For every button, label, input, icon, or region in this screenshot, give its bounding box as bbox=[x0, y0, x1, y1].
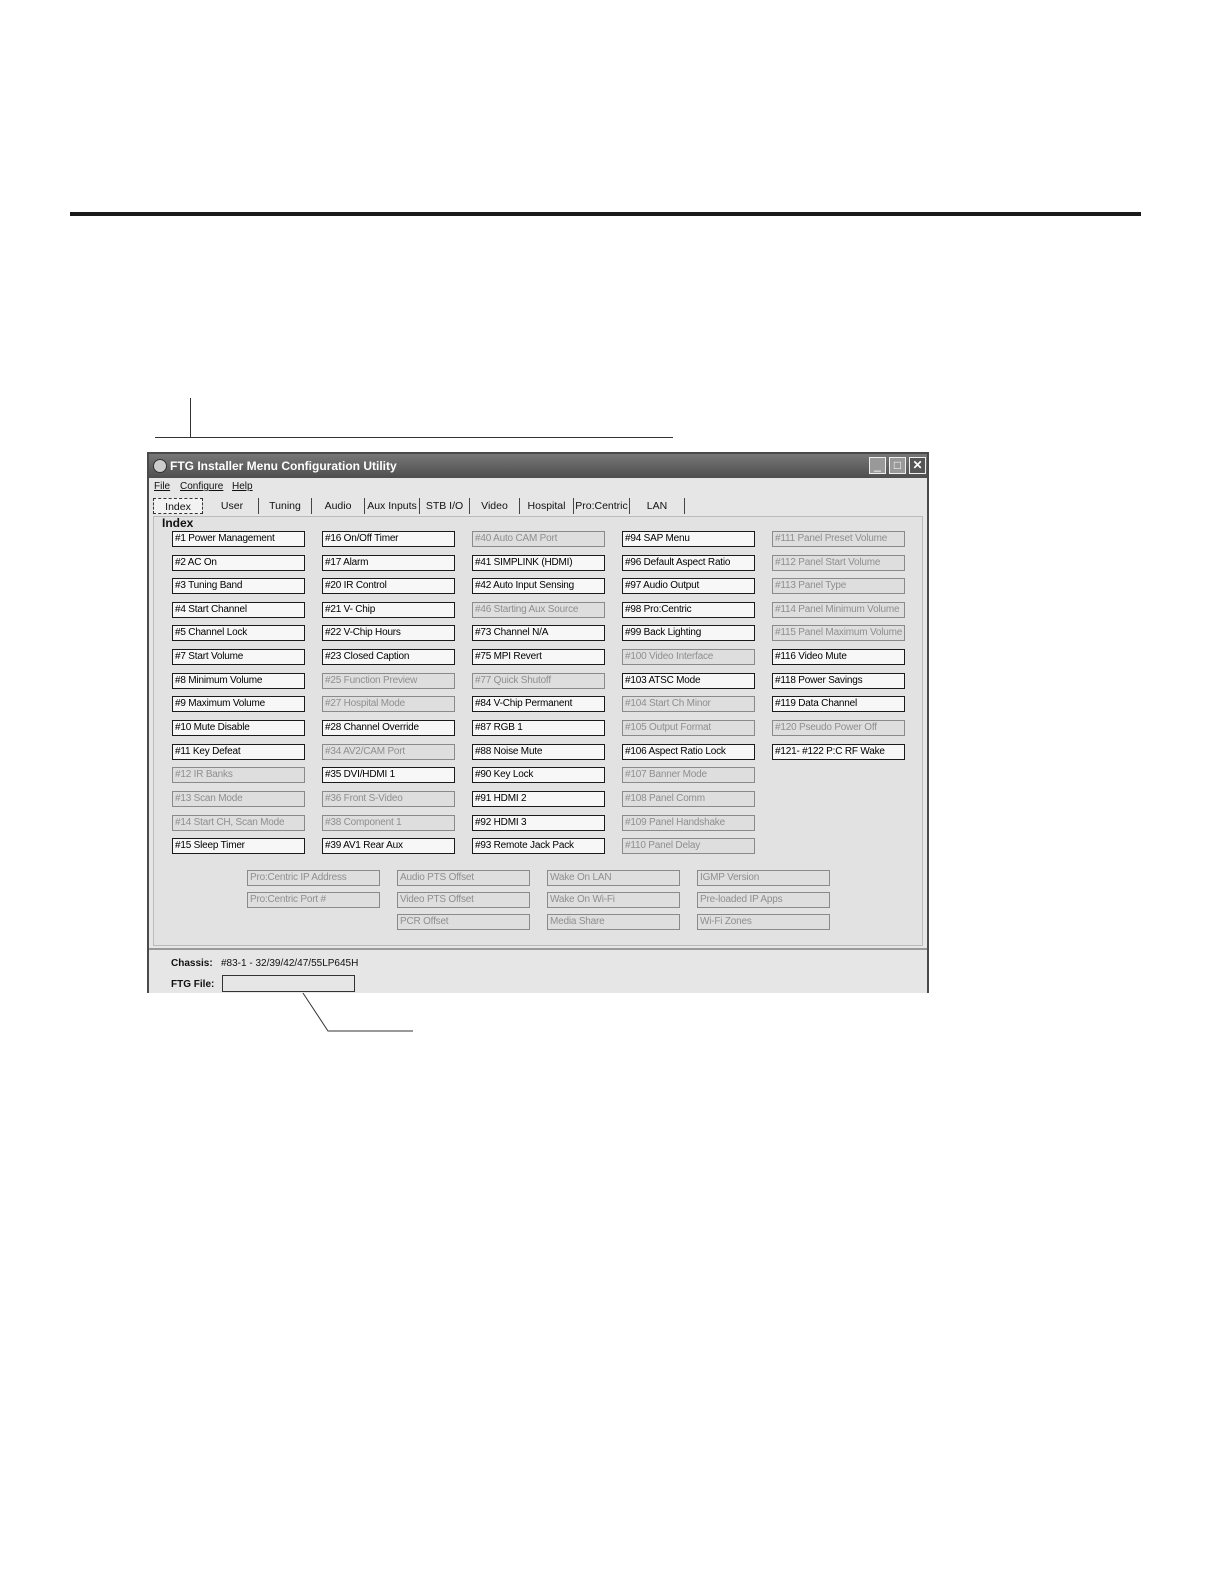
option-27-hospital-mode[interactable]: #27 Hospital Mode bbox=[322, 696, 455, 712]
option-38-component-1[interactable]: #38 Component 1 bbox=[322, 815, 455, 831]
option-14-start-ch-scan-mode[interactable]: #14 Start CH, Scan Mode bbox=[172, 815, 305, 831]
title-bar[interactable] bbox=[149, 454, 927, 478]
option-audio-pts-offset[interactable]: Audio PTS Offset bbox=[397, 870, 530, 886]
option-12-ir-banks[interactable]: #12 IR Banks bbox=[172, 767, 305, 783]
option-109-panel-handshake[interactable]: #109 Panel Handshake bbox=[622, 815, 755, 831]
tab-stb-io[interactable]: STB I/O bbox=[420, 498, 470, 514]
option-pre-loaded-ip-apps[interactable]: Pre-loaded IP Apps bbox=[697, 892, 830, 908]
option-106-aspect-ratio-lock[interactable]: #106 Aspect Ratio Lock bbox=[622, 744, 755, 760]
tab-audio[interactable]: Audio bbox=[312, 498, 365, 514]
option-igmp-version[interactable]: IGMP Version bbox=[697, 870, 830, 886]
option-3-tuning-band[interactable]: #3 Tuning Band bbox=[172, 578, 305, 594]
menu-help[interactable]: Help bbox=[232, 481, 253, 492]
option-pcr-offset[interactable]: PCR Offset bbox=[397, 914, 530, 930]
panel-title: Index bbox=[162, 516, 194, 530]
option-73-channel-n-a[interactable]: #73 Channel N/A bbox=[472, 625, 605, 641]
option-40-auto-cam-port[interactable]: #40 Auto CAM Port bbox=[472, 531, 605, 547]
maximize-button[interactable]: □ bbox=[889, 457, 906, 474]
option-16-on-off-timer[interactable]: #16 On/Off Timer bbox=[322, 531, 455, 547]
option-92-hdmi-3[interactable]: #92 HDMI 3 bbox=[472, 815, 605, 831]
option-97-audio-output[interactable]: #97 Audio Output bbox=[622, 578, 755, 594]
option-99-back-lighting[interactable]: #99 Back Lighting bbox=[622, 625, 755, 641]
option-108-panel-comm[interactable]: #108 Panel Comm bbox=[622, 791, 755, 807]
option-9-maximum-volume[interactable]: #9 Maximum Volume bbox=[172, 696, 305, 712]
option-35-dvi-hdmi-1[interactable]: #35 DVI/HDMI 1 bbox=[322, 767, 455, 783]
option-42-auto-input-sensing[interactable]: #42 Auto Input Sensing bbox=[472, 578, 605, 594]
option-22-v-chip-hours[interactable]: #22 V-Chip Hours bbox=[322, 625, 455, 641]
option-115-panel-maximum-volume[interactable]: #115 Panel Maximum Volume bbox=[772, 625, 905, 641]
tab-video[interactable]: Video bbox=[470, 498, 520, 514]
menu-configure[interactable]: Configure bbox=[180, 481, 224, 492]
tab-lan[interactable]: LAN bbox=[630, 498, 685, 514]
index-panel bbox=[153, 516, 923, 946]
option-5-channel-lock[interactable]: #5 Channel Lock bbox=[172, 625, 305, 641]
option-pro-centric-ip-address[interactable]: Pro:Centric IP Address bbox=[247, 870, 380, 886]
chassis-value: #83-1 - 32/39/42/47/55LP645H bbox=[221, 958, 359, 969]
ftg-file-label: FTG File: bbox=[171, 979, 215, 990]
option-91-hdmi-2[interactable]: #91 HDMI 2 bbox=[472, 791, 605, 807]
option-7-start-volume[interactable]: #7 Start Volume bbox=[172, 649, 305, 665]
ftg-file-field[interactable] bbox=[222, 975, 355, 992]
page-rule bbox=[70, 212, 1141, 216]
tab-hospital[interactable]: Hospital bbox=[520, 498, 574, 514]
option-wake-on-wi-fi[interactable]: Wake On Wi-Fi bbox=[547, 892, 680, 908]
app-window bbox=[147, 452, 929, 993]
option-75-mpi-revert[interactable]: #75 MPI Revert bbox=[472, 649, 605, 665]
option-28-channel-override[interactable]: #28 Channel Override bbox=[322, 720, 455, 736]
option-118-power-savings[interactable]: #118 Power Savings bbox=[772, 673, 905, 689]
option-114-panel-minimum-volume[interactable]: #114 Panel Minimum Volume bbox=[772, 602, 905, 618]
tab-pro-centric[interactable]: Pro:Centric bbox=[574, 498, 630, 514]
option-112-panel-start-volume[interactable]: #112 Panel Start Volume bbox=[772, 555, 905, 571]
option-13-scan-mode[interactable]: #13 Scan Mode bbox=[172, 791, 305, 807]
option-2-ac-on[interactable]: #2 AC On bbox=[172, 555, 305, 571]
tab-user[interactable]: User bbox=[206, 498, 259, 514]
option-94-sap-menu[interactable]: #94 SAP Menu bbox=[622, 531, 755, 547]
option-98-pro-centric[interactable]: #98 Pro:Centric bbox=[622, 602, 755, 618]
window-title: FTG Installer Menu Configuration Utility bbox=[170, 459, 397, 473]
callout-line-top-horizontal bbox=[155, 437, 673, 438]
app-icon[interactable] bbox=[153, 459, 167, 473]
menu-bar bbox=[149, 478, 927, 495]
option-88-noise-mute[interactable]: #88 Noise Mute bbox=[472, 744, 605, 760]
option-34-av2-cam-port[interactable]: #34 AV2/CAM Port bbox=[322, 744, 455, 760]
option-77-quick-shutoff[interactable]: #77 Quick Shutoff bbox=[472, 673, 605, 689]
option-4-start-channel[interactable]: #4 Start Channel bbox=[172, 602, 305, 618]
option-107-banner-mode[interactable]: #107 Banner Mode bbox=[622, 767, 755, 783]
option-111-panel-preset-volume[interactable]: #111 Panel Preset Volume bbox=[772, 531, 905, 547]
option-46-starting-aux-source[interactable]: #46 Starting Aux Source bbox=[472, 602, 605, 618]
option-video-pts-offset[interactable]: Video PTS Offset bbox=[397, 892, 530, 908]
option-10-mute-disable[interactable]: #10 Mute Disable bbox=[172, 720, 305, 736]
option-pro-centric-port[interactable]: Pro:Centric Port # bbox=[247, 892, 380, 908]
callout-line-top-vertical bbox=[190, 398, 191, 438]
option-110-panel-delay[interactable]: #110 Panel Delay bbox=[622, 838, 755, 854]
option-121-122-p-c-rf-wake[interactable]: #121- #122 P:C RF Wake bbox=[772, 744, 905, 760]
option-41-simplink-hdmi[interactable]: #41 SIMPLINK (HDMI) bbox=[472, 555, 605, 571]
option-84-v-chip-permanent[interactable]: #84 V-Chip Permanent bbox=[472, 696, 605, 712]
minimize-button[interactable]: _ bbox=[869, 457, 886, 474]
option-8-minimum-volume[interactable]: #8 Minimum Volume bbox=[172, 673, 305, 689]
tab-tuning[interactable]: Tuning bbox=[259, 498, 312, 514]
option-36-front-s-video[interactable]: #36 Front S-Video bbox=[322, 791, 455, 807]
option-15-sleep-timer[interactable]: #15 Sleep Timer bbox=[172, 838, 305, 854]
option-wi-fi-zones[interactable]: Wi-Fi Zones bbox=[697, 914, 830, 930]
tab-index[interactable]: Index bbox=[153, 498, 203, 514]
close-button[interactable]: ✕ bbox=[909, 457, 926, 474]
option-39-av1-rear-aux[interactable]: #39 AV1 Rear Aux bbox=[322, 838, 455, 854]
option-119-data-channel[interactable]: #119 Data Channel bbox=[772, 696, 905, 712]
option-media-share[interactable]: Media Share bbox=[547, 914, 680, 930]
option-1-power-management[interactable]: #1 Power Management bbox=[172, 531, 305, 547]
option-120-pseudo-power-off[interactable]: #120 Pseudo Power Off bbox=[772, 720, 905, 736]
option-25-function-preview[interactable]: #25 Function Preview bbox=[322, 673, 455, 689]
option-93-remote-jack-pack[interactable]: #93 Remote Jack Pack bbox=[472, 838, 605, 854]
option-104-start-ch-minor[interactable]: #104 Start Ch Minor bbox=[622, 696, 755, 712]
option-105-output-format[interactable]: #105 Output Format bbox=[622, 720, 755, 736]
option-90-key-lock[interactable]: #90 Key Lock bbox=[472, 767, 605, 783]
option-20-ir-control[interactable]: #20 IR Control bbox=[322, 578, 455, 594]
option-96-default-aspect-ratio[interactable]: #96 Default Aspect Ratio bbox=[622, 555, 755, 571]
option-11-key-defeat[interactable]: #11 Key Defeat bbox=[172, 744, 305, 760]
status-bar bbox=[149, 948, 927, 993]
option-21-v-chip[interactable]: #21 V- Chip bbox=[322, 602, 455, 618]
option-103-atsc-mode[interactable]: #103 ATSC Mode bbox=[622, 673, 755, 689]
menu-file[interactable]: File bbox=[154, 481, 171, 492]
chassis-label: Chassis: bbox=[171, 958, 213, 969]
option-116-video-mute[interactable]: #116 Video Mute bbox=[772, 649, 905, 665]
option-100-video-interface[interactable]: #100 Video Interface bbox=[622, 649, 755, 665]
option-113-panel-type[interactable]: #113 Panel Type bbox=[772, 578, 905, 594]
option-wake-on-lan[interactable]: Wake On LAN bbox=[547, 870, 680, 886]
tab-aux-inputs[interactable]: Aux Inputs bbox=[365, 498, 420, 514]
option-17-alarm[interactable]: #17 Alarm bbox=[322, 555, 455, 571]
option-23-closed-caption[interactable]: #23 Closed Caption bbox=[322, 649, 455, 665]
option-87-rgb-1[interactable]: #87 RGB 1 bbox=[472, 720, 605, 736]
